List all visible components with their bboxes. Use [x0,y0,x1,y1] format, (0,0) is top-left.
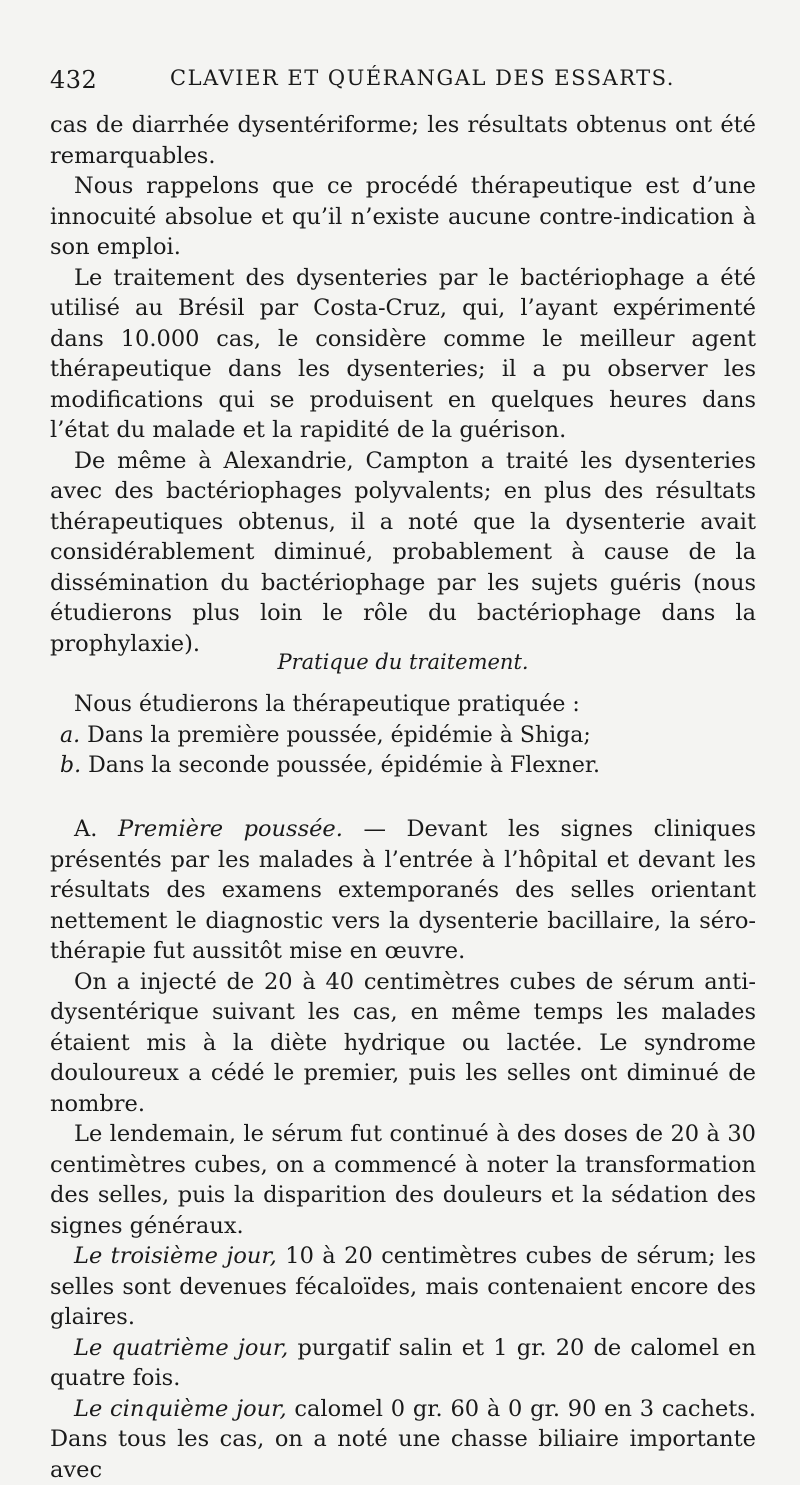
page-header [50,66,756,100]
paragraph: De même à Alexandrie, Campton a traité les dysenteries avec des bactériophages polyvalents; en plus des résultats thérapeutiques obtenus, il a noté que la dysenterie avait considérablement diminué, probablement à cause de la dissémination du bactériophage par les sujets guéris (nous étudierons plus loin le rôle du bactériophage dans la prophylaxie). [50,446,756,660]
paragraph-text: calomel 0 gr. 60 à 0 gr. 90 en 3 cachets. Dans tous les cas, on a noté une chasse biliaire importante avec [50,1396,756,1483]
paragraph-text: — Devant les signes cliniques présentés par les malades à l’entrée à l’hôpital et devant les résultats des examens extemporanés des selles orientant nettement le diagnostic vers la dysenterie bacillaire, la séro-thérapie fut aussitôt mise en œuvre. [50,816,756,964]
paragraph [50,1241,756,1333]
paragraph: On a injecté de 20 à 40 centimètres cubes de sérum anti-dysentérique suivant les cas, en même temps les malades étaient mis à la diète hydrique ou lactée. Le syndrome douloureux a cédé le premier, puis les selles ont diminué de nombre. [50,967,756,1120]
day-label: Le cinquième jour, [74,1396,287,1422]
subsection-title: Première poussée. [118,816,343,842]
section-first-outbreak [50,814,756,1485]
day-label: Le troisième jour, [74,1243,277,1269]
section-heading: Pratique du traitement. [50,650,756,674]
list-marker: a. [60,723,80,748]
day-label: Le quatrième jour, [74,1335,288,1361]
section-bacteriophage-text [50,110,756,659]
list-text: Dans la première poussée, épidémie à Shiga; [87,723,591,748]
list-item [50,721,756,752]
paragraph: Le traitement des dysenteries par le bactériophage a été utilisé au Brésil par Costa-Cruz, qui, l’ayant expérimenté dans 10.000 cas, le considère comme le meilleur agent thérapeutique dans les dysenteries; il a pu observer les modifications qui se produisent en quelques heures dans l’état du malade et la rapidité de la guérison. [50,263,756,446]
paragraph: cas de diarrhée dysentériforme; les résultats obtenus ont été remarquables. [50,110,756,171]
list-item [50,751,756,782]
paragraph-text: 10 à 20 centimètres cubes de sérum; les selles sont devenues fécaloïdes, mais contenaient encore des glaires. [50,1243,756,1330]
page-number: 432 [50,66,97,94]
paragraph-text: purgatif salin et 1 gr. 20 de calomel en quatre fois. [50,1335,756,1392]
list-marker: b. [60,753,81,778]
treatment-outline [50,690,756,782]
paragraph: Nous rappelons que ce procédé thérapeutique est d’une innocuité absolue et qu’il n’existe aucune contre-indication à son emploi. [50,171,756,263]
paragraph: Le lendemain, le sérum fut continué à des doses de 20 à 30 centimètres cubes, on a commencé à noter la transformation des selles, puis la disparition des douleurs et la sédation des signes généraux. [50,1119,756,1241]
list-text: Dans la seconde poussée, épidémie à Flexner. [88,753,600,778]
paragraph: Nous étudierons la thérapeutique pratiquée : [50,690,756,721]
section-letter: A. [74,816,97,842]
running-head: CLAVIER ET QUÉRANGAL DES ESSARTS. [170,66,675,90]
paragraph [50,1333,756,1394]
paragraph [50,1394,756,1485]
paragraph [50,814,756,967]
